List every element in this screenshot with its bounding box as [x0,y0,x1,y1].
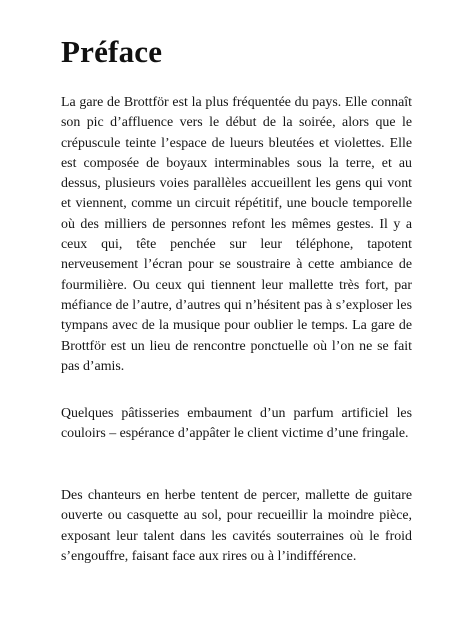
paragraph-text: La gare de Brottför est la plus fréquentée du pays. Elle connaît son pic d’affluence vers le début de la soirée, alors que le crépuscule teinte l’espace de lueurs bleutées et violettes. Elle est composée de boyaux interminables sous la terre, et au dessus, plusieurs voies parallèles accueillent les gens qui vont et viennent, comme un circuit répétitif, une boucle temporelle où des milliers de personnes refont les mêmes gestes. Il y a ceux qui, tête penchée sur leur téléphone, tapotent nerveusement l’écran pour se soustraire à cette ambiance de fourmilière. Ou ceux qui tiennent leur mallette très fort, par méfiance de l’autre, d’autres qui n’hésitent pas à s’exploser les tympans avec de la musique pour oublier le temps. La gare de Brottför est un lieu de rencontre ponctuelle où l’on ne se fait pas d’amis. [61,95,412,374]
paragraph-text: Quelques pâtisseries embaument d’un parfum artificiel les couloirs – espérance d’appâter le client victime d’une fringale. [61,406,412,442]
paragraph-text: Des chanteurs en herbe tentent de percer, mallette de guitare ouverte ou casquette au sol, pour recueillir la moindre pièce, exposant leur talent dans les cavités souterraines où le froid s’engouffre, faisant face aux rires ou à l’indifférence. [61,488,412,564]
paragraph-2 [61,404,412,445]
paragraph-3 [61,486,412,567]
page-title: Préface [61,34,163,69]
paragraph-1 [61,93,412,377]
